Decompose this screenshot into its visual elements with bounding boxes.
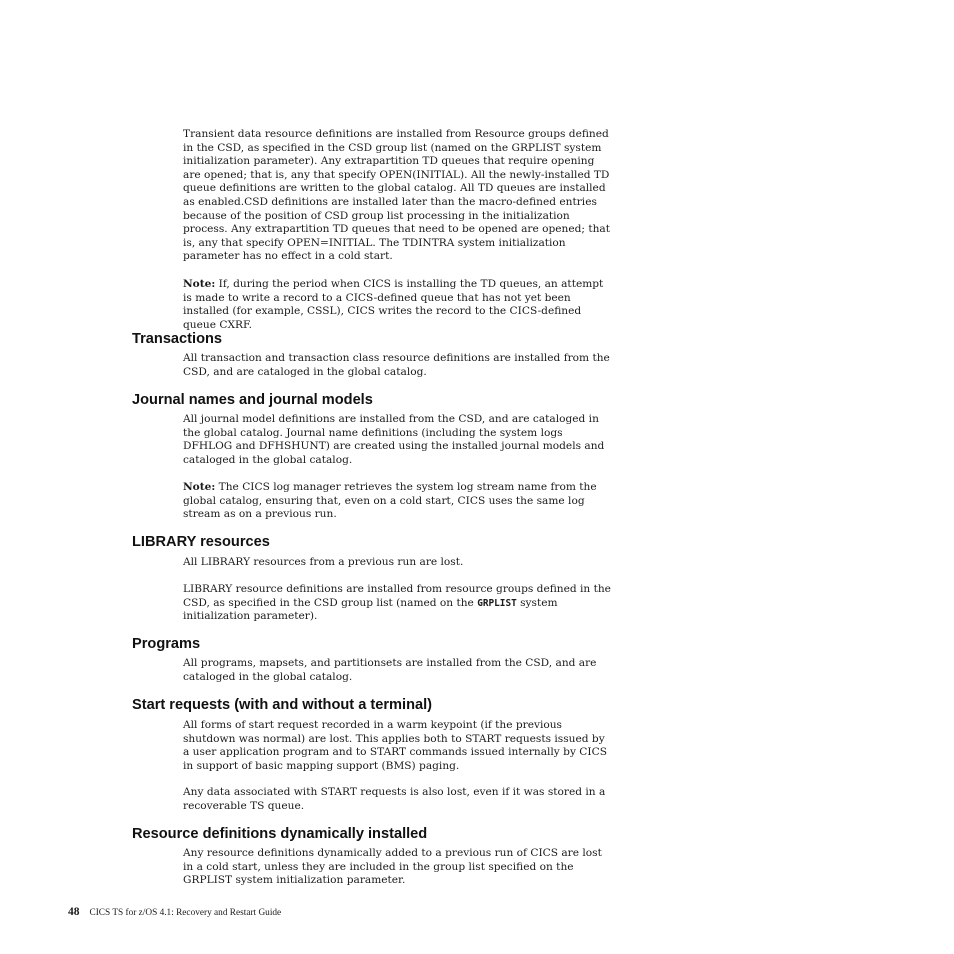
journal-note <box>183 481 613 522</box>
start-requests-paragraph-2: Any data associated with START requests is also lost, even if it was stored in a recoverable TS queue. <box>183 786 606 812</box>
programs-paragraph: All programs, mapsets, and partitionsets are installed from the CSD, and are cataloged in the global catalog. <box>183 657 597 683</box>
note-label: Note: <box>183 481 216 493</box>
page-footer <box>68 902 281 920</box>
library-paragraph-2 <box>183 583 613 624</box>
grplist-code: GRPLIST <box>477 597 517 609</box>
transactions-paragraph: All transaction and transaction class resource definitions are installed from the CSD, and are cataloged in the global catalog. <box>183 352 610 378</box>
page-number: 48 <box>68 906 80 918</box>
intro-paragraph: Transient data resource definitions are installed from Resource groups defined in the CSD, as specified in the CSD group list (named on the GRPLIST system initialization parameter). Any extrapartition TD queues that require opening are opened; that is, any that specify OPEN(INITIAL). All the newly-installed TD queue definitions are written to the global catalog. All TD queues are installed as enabled.CSD definitions are installed later than the macro-defined entries because of the position of CSD group list processing in the initialization process. Any extrapartition TD queues that need to be opened are opened; that is, any that specify OPEN=INITIAL. The TDINTRA system initialization parameter has no effect in a cold start. <box>183 128 610 263</box>
library-text-after: system initialization parameter). <box>183 596 558 623</box>
journal-paragraph: All journal model definitions are installed from the CSD, and are cataloged in the global catalog. Journal name definitions (including the system logs DFHLOG and DFHSHUNT) are created using the installed journal models and cataloged in the global catalog. <box>183 413 605 466</box>
note-label: Note: <box>183 278 216 290</box>
section-heading-library: LIBRARY resources <box>132 534 270 550</box>
section-heading-programs: Programs <box>132 636 201 652</box>
note-text: The CICS log manager retrieves the system log stream name from the global catalog, ensuring that, even on a cold start, CICS uses the same log stream as on a previous run. <box>183 481 597 521</box>
footer-title: CICS TS for z/OS 4.1: Recovery and Restart Guide <box>89 908 282 918</box>
section-heading-transactions: Transactions <box>132 331 223 347</box>
intro-note <box>183 278 613 332</box>
library-paragraph-1: All LIBRARY resources from a previous run are lost. <box>183 556 464 568</box>
section-heading-dynamic: Resource definitions dynamically installed <box>132 826 428 842</box>
dynamic-paragraph: Any resource definitions dynamically added to a previous run of CICS are lost in a cold start, unless they are included in the group list specified on the GRPLIST system initialization parameter. <box>183 847 602 887</box>
start-requests-paragraph-1: All forms of start request recorded in a warm keypoint (if the previous shutdown was normal) are lost. This applies both to START requests issued by a user application program and to START commands issued internally by CICS in support of basic mapping support (BMS) paging. <box>183 719 607 772</box>
library-text-before: LIBRARY resource definitions are installed from resource groups defined in the CSD, as specified in the CSD group list (named on the <box>183 583 611 609</box>
section-heading-journal: Journal names and journal models <box>132 392 373 408</box>
section-heading-start-requests: Start requests (with and without a terminal) <box>132 697 433 713</box>
note-text: If, during the period when CICS is installing the TD queues, an attempt is made to write a record to a CICS-defined queue that has not yet been installed (for example, CSSL), CICS writes the record to the CICS-defined queue CXRF. <box>183 278 604 331</box>
